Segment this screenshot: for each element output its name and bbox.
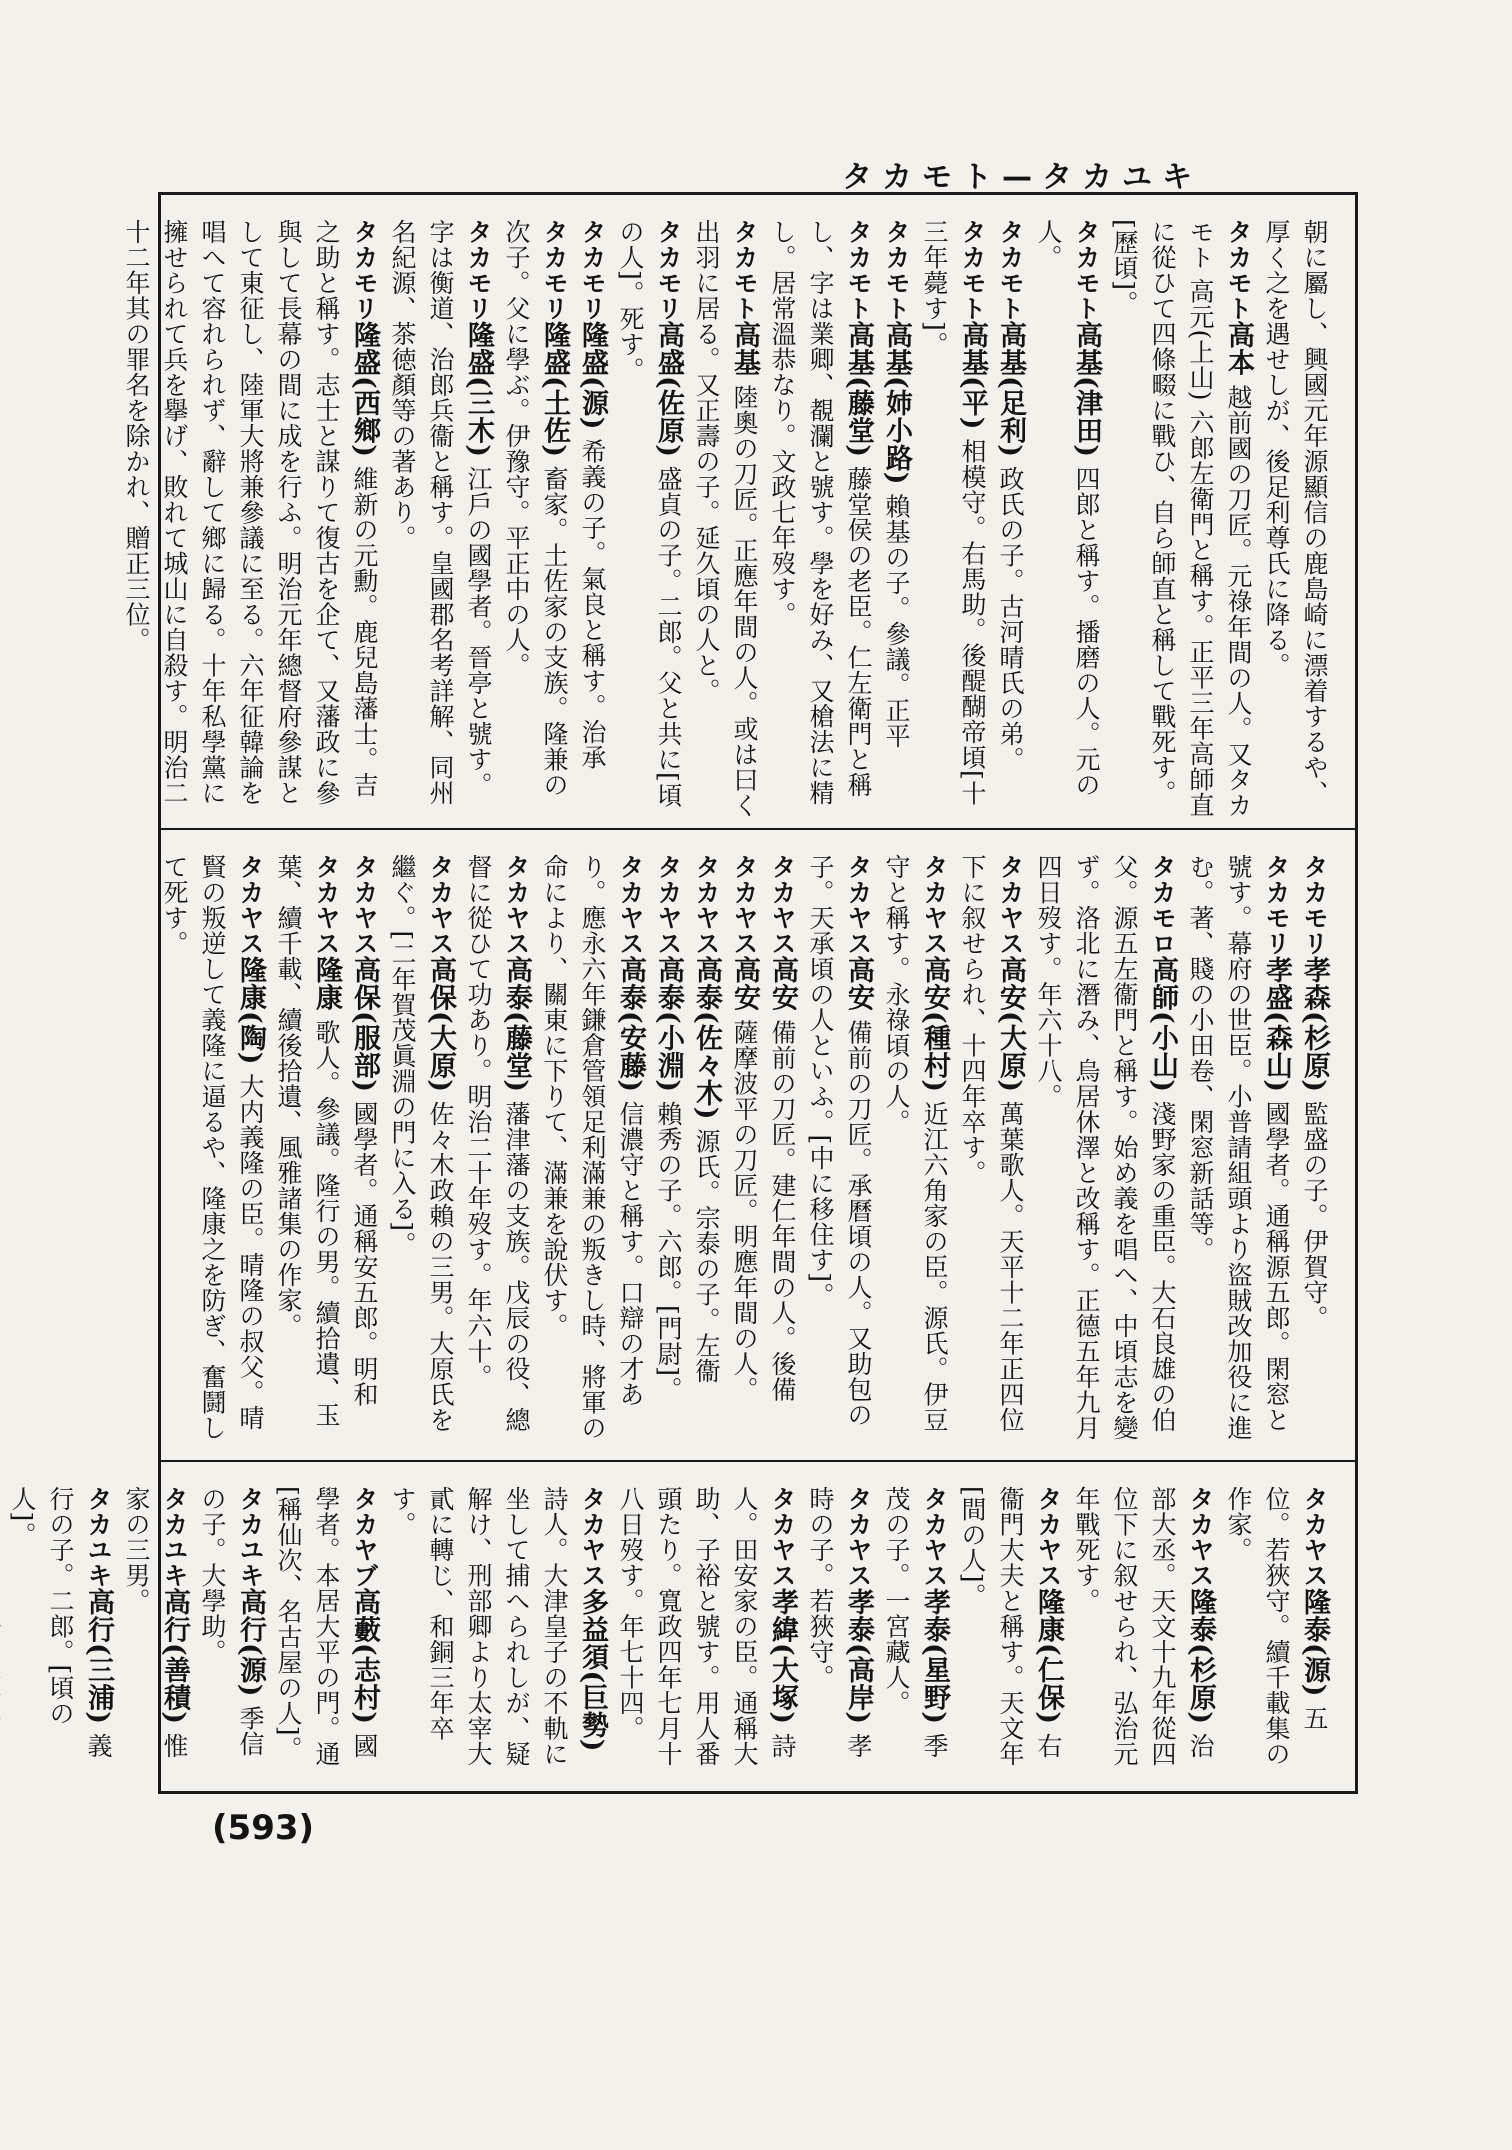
entry-text: 畜家。土佐家の支族。隆兼の次子。父に學ぶ。伊豫守。平正中の人。 [502, 219, 569, 798]
entry-headword-kana: タカモト [958, 219, 987, 321]
entry-name: 高安(大原) [995, 956, 1026, 1093]
entry-text: 相模守。右馬助。後醍醐帝頃[十三年薨す]。 [920, 219, 987, 806]
entry-name: 高泰(小淵) [653, 956, 684, 1093]
entry-text: 陸奧の刀匠。正應年間の人。或は曰く出羽に居る。又正壽の子。延久頃の人と。 [692, 219, 759, 818]
entry-headword-kana: タカヤス [920, 1486, 949, 1588]
entry-text: 孝時の子。若狹守。 [806, 1486, 873, 1759]
entry-headword-kana: タカモリ [464, 219, 493, 321]
entry-text: 惟家の三男。 [122, 1486, 189, 1759]
dictionary-entry [877, 854, 953, 1450]
entry-headword-kana: タカヤス [350, 854, 379, 956]
entry-headword-kana: タカヤス [768, 1486, 797, 1588]
entry-name: 孝緯(大塚) [767, 1588, 798, 1725]
entry-text: 賴基の子。參議。正平 [882, 493, 911, 749]
dictionary-entry [155, 854, 269, 1450]
entry-name: 高安 [767, 956, 798, 1011]
dictionary-entry [1181, 854, 1295, 1450]
dictionary-entry [649, 854, 687, 1402]
entry-headword-kana: タカヤス [654, 854, 683, 956]
entry-name: 高安(種村) [919, 956, 950, 1093]
entry-headword-kana: タカモリ [1300, 854, 1329, 956]
entry-text: 佐々木政賴の三男。大原氏を繼ぐ。[二年賀茂眞淵の門に入る]。 [388, 854, 455, 1433]
entry-name: 隆康(陶) [235, 956, 266, 1066]
entry-text: 維新の元勳。鹿兒島藩士。吉之助と稱す。志士と謀りて復古を企て、又藩政に參與して長幕の間に成を行ふ。明治元年總督府參謀として東征し、陸軍大將兼參議に至る。六年征韓論を唱へて容れられず、辭して鄉に歸る。十年私學黨に擁せられて兵を擧げ、敗れて城山に自殺す。明治二十二年其の罪名を除かれ、贈正三位。 [122, 219, 379, 806]
entry-name: 隆盛(西鄉) [349, 321, 380, 458]
entry-text: 越前國の刀匠。元祿年間の人。又タカモト 高元(上山) 六郎左衛門と稱す。正平三年高師直に從ひて四條畷に戰ひ、自ら師直と稱して戰死す。[歷頃]。 [1110, 219, 1253, 818]
entry-name: 高保(服部) [349, 956, 380, 1093]
dictionary-entry [801, 1486, 877, 1781]
dictionary-entry [535, 854, 649, 1450]
entry-text: 信濃守と稱す。口辯の才あり。應永六年鎌倉管領足利滿兼の叛きし時、將軍の命により、關東に下りて、滿兼を說伏す。 [540, 854, 645, 1441]
entry-text: 季信の子。大學助。 [198, 1486, 265, 1757]
entry-headword-kana: タカユキ [84, 1486, 113, 1588]
entry-text: 季茂の子。一宮藏人。 [882, 1486, 949, 1759]
dictionary-entry [1295, 854, 1333, 1331]
entry-name: 高基(平) [957, 321, 988, 431]
entry-text: 治部大丞。天文十九年從四位下に叙せられ、弘治元年戰死す。 [1072, 1486, 1215, 1767]
entry-headword-kana: タカヤス [768, 854, 797, 956]
entry-text: 備前の刀匠。承曆頃の人。又助包の子。天承頃の人といふ。[中に移住す]。 [806, 854, 873, 1428]
dictionary-entry [687, 854, 725, 1384]
entry-text: 詩人。田安家の臣。通稱大助、子裕と號す。用人番頭たり。寬政四年七月十八日歿す。年七十四。 [616, 1486, 797, 1767]
entry-headword-kana: タカヤス [996, 854, 1025, 956]
entry-headword-kana: タカヤス [730, 854, 759, 956]
dictionary-entry [459, 854, 535, 1450]
page-number: (593) [212, 1808, 315, 1848]
entry-text: 四郎と稱す。播磨の人。元の人。 [1034, 219, 1101, 798]
entry-headword-kana: タカモト [996, 219, 1025, 321]
dictionary-entry [1257, 219, 1333, 818]
entry-headword-kana: タカヤス [312, 854, 341, 956]
entry-headword-kana: タカヤス [920, 854, 949, 956]
entry-text: 歌人。參議。隆行の男。續拾遺、玉葉、續千載、續後拾遺、風雅諸集の作家。 [274, 854, 341, 1428]
dictionary-entry [611, 1486, 801, 1781]
dictionary-entry [953, 1486, 1067, 1781]
entry-name: 高泰(藤堂) [501, 956, 532, 1093]
entry-name: 高泰(安藤) [615, 956, 646, 1093]
entry-name: 高本 [1223, 321, 1254, 376]
entry-headword-kana: タカヤス [502, 854, 531, 956]
entry-name: 高泰(佐々木) [691, 956, 722, 1121]
dictionary-entry [611, 219, 687, 818]
dictionary-entry [991, 219, 1029, 772]
entry-name: 高師(小山) [1147, 956, 1178, 1093]
entry-text: 淺野家の重臣。大石良雄の伯父。源五左衞門と稱す。始め義を唱へ、中頃志を變ず。洛北に潛み、烏居休澤と改稱す。正德五年九月四日歿す。年六十八。 [1034, 854, 1177, 1441]
entry-text: 大内義隆の臣。晴隆の叔父。晴賢の叛逆して義隆に逼るや、隆康之を防ぎ、奮鬪して死す。 [160, 854, 265, 1441]
dictionary-entry [3, 1486, 117, 1781]
entry-name: 隆盛(源) [577, 321, 608, 431]
entry-headword-kana: タカユキ [160, 1486, 189, 1588]
dictionary-entry [269, 1486, 383, 1781]
entry-name: 隆泰(杉原) [1185, 1588, 1216, 1725]
entry-block-middle [161, 828, 1355, 1460]
entry-headword-kana: タカヤス [1300, 1486, 1329, 1588]
dictionary-entry [383, 854, 459, 1450]
entry-text: 藩津藩の支族。戊辰の役、總督に從ひて功あり。明治二十年歿す。年六十。 [464, 854, 531, 1433]
entry-block-bottom [8, 1460, 1355, 1791]
entry-name: 孝泰(星野) [919, 1588, 950, 1725]
dictionary-entry [1029, 219, 1105, 818]
dictionary-entry [801, 854, 877, 1450]
entry-text: 盛貞の子。二郎。父と共に[頃の人]。死す。 [616, 219, 683, 808]
entry-headword-kana: タカモリ [654, 219, 683, 321]
dictionary-entry [1219, 1486, 1333, 1781]
entry-name: 高行(源) [235, 1588, 266, 1698]
dictionary-entry [877, 219, 915, 749]
entry-name: 高基(津田) [1071, 321, 1102, 458]
entry-headword-kana: タカヤブ [350, 1486, 379, 1588]
entry-headword-kana: タカモト [882, 219, 911, 321]
entry-text: 江戶の國學者。晉亭と號す。字は衡道、治郎兵衞と稱す。皇國郡名考詳解、同州名紀源、茶徳顏等の著あり。 [388, 219, 493, 806]
dictionary-entry [687, 219, 763, 818]
entry-name: 高行(善積) [159, 1588, 190, 1725]
entry-text: 朝に屬し、興國元年源顯信の鹿島崎に漂着するや、厚く之を遇せしが、後足利尊氏に降る。 [1262, 219, 1329, 806]
dictionary-entry [877, 1486, 953, 1781]
dictionary-entry [383, 219, 497, 818]
entry-text: 國學者。通稱安五郎。明和 [350, 1101, 379, 1408]
entry-text: 薩摩波平の刀匠。明應年間の人。 [730, 1019, 759, 1402]
entry-headword-kana: タカヤス [692, 854, 721, 956]
entry-headword-kana: タカヤス [1034, 1486, 1063, 1588]
entry-name: 高保(大原) [425, 956, 456, 1093]
entry-name: 高基(姉小路) [881, 321, 912, 486]
entry-name: 隆康(仁保) [1033, 1588, 1064, 1725]
entry-text: 國學者。本居大平の門。通[稱仙次、名古屋の人]。 [274, 1486, 379, 1767]
dictionary-page-frame [8, 192, 1358, 1794]
dictionary-entry [1067, 1486, 1219, 1781]
entry-text: 監盛の子。伊賀守。 [1300, 1101, 1329, 1331]
entry-text: 五位。若狹守。續千載集の作家。 [1224, 1486, 1329, 1767]
dictionary-entry [345, 854, 383, 1407]
entry-name: 多益須(巨勢) [577, 1588, 608, 1753]
entry-text: 萬葉歌人。天平十二年正四位下に叙せられ、十四年卒す。 [958, 854, 1025, 1433]
dictionary-entry [763, 219, 877, 818]
entry-text: 備前の刀匠。建仁年間の人。後備 [768, 1019, 797, 1402]
entry-headword-kana: タカモト [1072, 219, 1101, 321]
entry-text: 義行の子。二郎。[頃の人]。 [8, 1486, 113, 1759]
entry-text: 政氏の子。古河晴氏の弟。 [996, 466, 1025, 773]
entry-headword-kana: タカモト [844, 219, 873, 321]
entry-text: 源氏。宗泰の子。左衞 [692, 1128, 721, 1384]
entry-name: 高基(藤堂) [843, 321, 874, 458]
entry-name: 隆盛(三木) [463, 321, 494, 458]
entry-headword-kana: タカモリ [578, 219, 607, 321]
dictionary-entry [383, 1486, 611, 1781]
entry-headword-kana: タカモリ [350, 219, 379, 321]
dictionary-entry [117, 219, 383, 818]
entry-text: 希義の子。氣良と稱す。治承 [578, 438, 607, 771]
entry-headword-kana: タカヤス [578, 1486, 607, 1588]
entry-headword-kana: タカモロ [1148, 854, 1177, 956]
entry-headword-kana: タカモリ [1262, 854, 1291, 956]
entry-text: 詩人。大津皇子の不軌に坐して捕へられしが、疑解け、刑部卿より太宰大貳に轉じ、和銅三年卒す。 [388, 1486, 569, 1767]
entry-headword-kana: タカヤス [616, 854, 645, 956]
entry-headword-kana: タカユキ [236, 1486, 265, 1588]
entry-text: 賴秀の子。六郎。[門尉]。 [654, 1101, 683, 1403]
entry-name: 高安 [843, 956, 874, 1011]
entry-text: 國學者。通稱源五郎。閑窓と號す。幕府の世臣。小普請組頭より盜賊改加役に進む。著、賤の小田卷、閑窓新話等。 [1186, 854, 1291, 1441]
entry-name: 孝盛(森山) [1261, 956, 1292, 1093]
dictionary-entry [953, 854, 1029, 1450]
entry-name: 高藪(志村) [349, 1588, 380, 1725]
entry-name: 高行(三浦) [83, 1588, 114, 1725]
entry-block-top [122, 195, 1355, 828]
dictionary-entry [915, 219, 991, 818]
dictionary-entry [1029, 854, 1181, 1450]
entry-headword-kana: タカモリ [540, 219, 569, 321]
entry-text: 近江六角家の臣。源氏。伊豆守と稱す。永祿頃の人。 [882, 854, 949, 1433]
entry-headword-kana: タカモト [730, 219, 759, 321]
entry-name: 隆盛(土佐) [539, 321, 570, 458]
entry-name: 高基(足利) [995, 321, 1026, 458]
entry-headword-kana: タカヤス [844, 854, 873, 956]
dictionary-entry [1105, 219, 1257, 818]
entry-headword-kana: タカヤス [844, 1486, 873, 1588]
entry-name: 孝泰(高岸) [843, 1588, 874, 1725]
dictionary-entry [497, 219, 573, 818]
entry-name: 高盛(佐原) [653, 321, 684, 458]
entry-headword-kana: タカヤス [426, 854, 455, 956]
dictionary-entry [269, 854, 345, 1450]
dictionary-entry [725, 854, 763, 1402]
entry-headword-kana: タカヤス [1186, 1486, 1215, 1588]
entry-text: 右衞門大夫と稱す。天文年[間の人]。 [958, 1486, 1063, 1767]
dictionary-entry [193, 1486, 269, 1781]
entry-headword-kana: タカモト [1224, 219, 1253, 321]
entry-name: 高基 [729, 321, 760, 376]
entry-name: 孝森(杉原) [1299, 956, 1330, 1093]
entry-text: 藤堂侯の老臣。仁左衛門と稱し、字は業卿、覩瀾と號す。學を好み、又槍法に精し。居常溫恭なり。文政七年歿す。 [768, 219, 873, 806]
running-head: タカモト—タカユキ [842, 160, 1202, 195]
entry-name: 隆康 [311, 956, 342, 1011]
entry-headword-kana: タカヤス [236, 854, 265, 956]
entry-name: 隆泰(源) [1299, 1588, 1330, 1698]
entry-name: 高安 [729, 956, 760, 1011]
dictionary-entry [117, 1486, 193, 1781]
dictionary-entry [763, 854, 801, 1402]
dictionary-entry [573, 219, 611, 770]
